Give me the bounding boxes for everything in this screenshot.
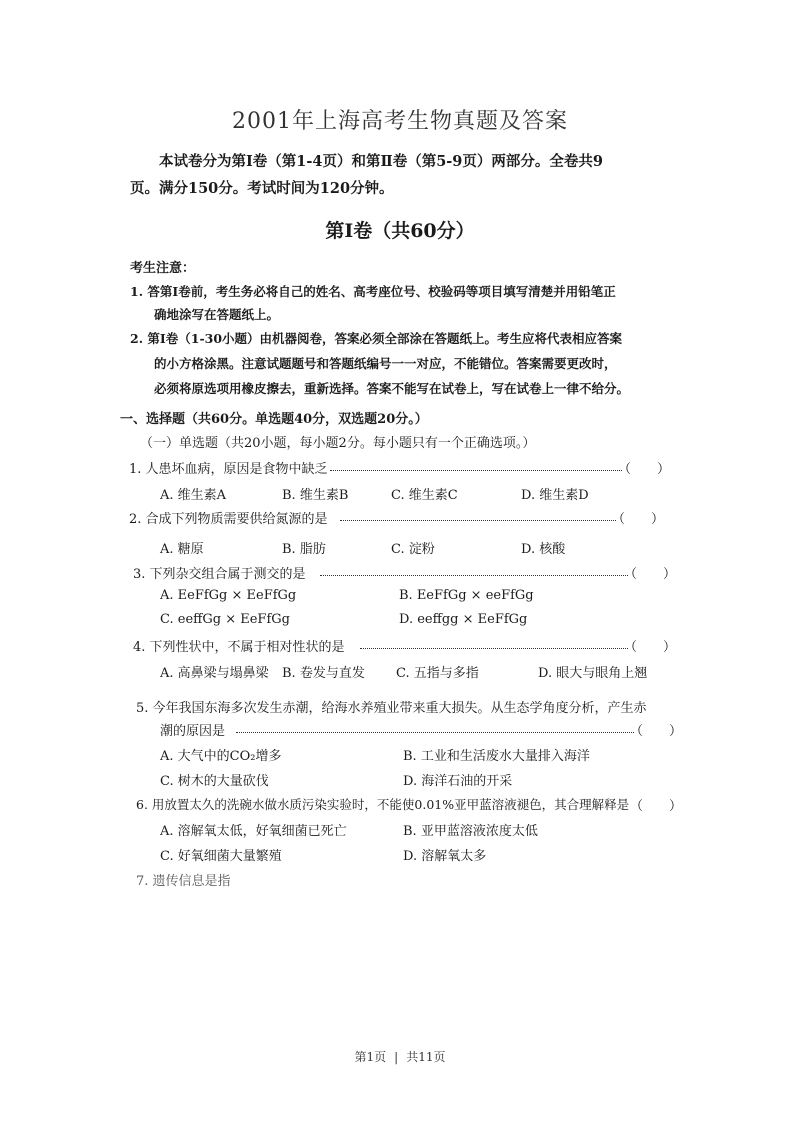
option: B. 卷发与直发: [282, 666, 365, 681]
option: A. 糖原: [160, 542, 204, 557]
answer-leader: [320, 575, 628, 576]
option: C. 淀粉: [391, 542, 435, 557]
answer-blank: （ ）: [612, 512, 665, 527]
answer-leader: [340, 520, 616, 521]
answer-leader: [236, 732, 634, 733]
option: B. 亚甲蓝溶液浓度太低: [403, 824, 538, 839]
option: B. 脂肪: [282, 542, 326, 557]
option: C. 维生素C: [391, 488, 458, 503]
option: B. EeFfGg × eeFfGg: [399, 588, 534, 603]
option: C. eeffGg × EeFfGg: [160, 612, 290, 627]
question-stem-continued: 潮的原因是: [160, 724, 226, 739]
note-line: 1. 答第Ⅰ卷前，考生务必将自己的姓名、高考座位号、校验码等项目填写清楚并用铅笔正: [130, 284, 616, 299]
question-stem: 2. 合成下列物质需要供给氮源的是: [129, 512, 328, 527]
answer-blank: （ ）: [630, 799, 683, 814]
notes-heading: 考生注意：: [130, 261, 196, 276]
cutoff-text-clip: [120, 864, 680, 889]
option: A. 维生素A: [160, 488, 227, 503]
option: A. 大气中的CO₂增多: [160, 749, 282, 764]
note-line: 2. 第Ⅰ卷（1-30小题）由机器阅卷，答案必须全部涂在答题纸上。考生应将代表相应答案: [130, 331, 623, 346]
option: C. 树木的大量砍伐: [160, 774, 269, 789]
option: D. 海洋石油的开采: [403, 774, 513, 789]
page-number: 第1页: [354, 1050, 387, 1064]
question-stem: 6. 用放置太久的洗碗水做水质污染实验时，不能使0.01%亚甲蓝溶液褪色，其合理解释是: [136, 797, 630, 812]
note-line: 确地涂写在答题纸上。: [154, 307, 280, 322]
part-heading: 一、选择题（共60分。单选题40分，双选题20分。）: [120, 412, 428, 427]
option: D. eeffgg × EeFfGg: [399, 612, 528, 627]
intro-line-1: 本试卷分为第Ⅰ卷（第1-4页）和第Ⅱ卷（第5-9页）两部分。全卷共9: [159, 153, 603, 170]
option: A. EeFfGg × EeFfGg: [160, 588, 297, 603]
question-stem: 1. 人患坏血病，原因是食物中缺乏: [129, 462, 328, 477]
footer-separator: |: [394, 1050, 399, 1064]
option: C. 好氧细菌大量繁殖: [160, 849, 282, 864]
part-subheading: （一）单选题（共20小题，每小题2分。每小题只有一个正确选项。）: [140, 436, 536, 451]
note-line: 的小方格涂黑。注意试题题号和答题纸编号一一对应，不能错位。答案需要更改时，: [154, 356, 617, 371]
question-stem: 5. 今年我国东海多次发生赤潮，给海水养殖业带来重大损失。从生态学角度分析，产生赤: [136, 701, 647, 716]
answer-blank: （ ）: [630, 724, 683, 739]
intro-line-2: 页。满分150分。考试时间为120分钟。: [130, 180, 394, 197]
answer-blank: （ ）: [618, 462, 671, 477]
answer-blank: （ ）: [624, 640, 677, 655]
page-footer: [0, 1048, 800, 1065]
answer-leader: [330, 470, 622, 471]
section-title: 第Ⅰ卷（共60分）: [325, 220, 475, 242]
option: A. 高鼻梁与塌鼻梁: [160, 666, 269, 681]
question-stem: 3. 下列杂交组合属于测交的是: [133, 567, 306, 582]
page-total: 共11页: [406, 1050, 446, 1064]
question-stem: 4. 下列性状中，不属于相对性状的是: [133, 640, 345, 655]
page-title: 2001年上海高考生物真题及答案: [232, 109, 568, 134]
cutoff-question: 7. 遗传信息是指: [136, 874, 231, 889]
option: B. 维生素B: [282, 488, 349, 503]
option: C. 五指与多指: [396, 666, 479, 681]
answer-blank: （ ）: [624, 567, 677, 582]
note-line: 必须将原选项用橡皮擦去，重新选择。答案不能写在试卷上，写在试卷上一律不给分。: [154, 381, 630, 396]
option: D. 溶解氧太多: [403, 849, 487, 864]
option: A. 溶解氧太低，好氧细菌已死亡: [160, 824, 347, 839]
option: D. 眼大与眼角上翘: [538, 666, 648, 681]
option: D. 核酸: [521, 542, 566, 557]
option: B. 工业和生活废水大量排入海洋: [403, 749, 590, 764]
option: D. 维生素D: [521, 488, 589, 503]
answer-leader: [360, 648, 628, 649]
